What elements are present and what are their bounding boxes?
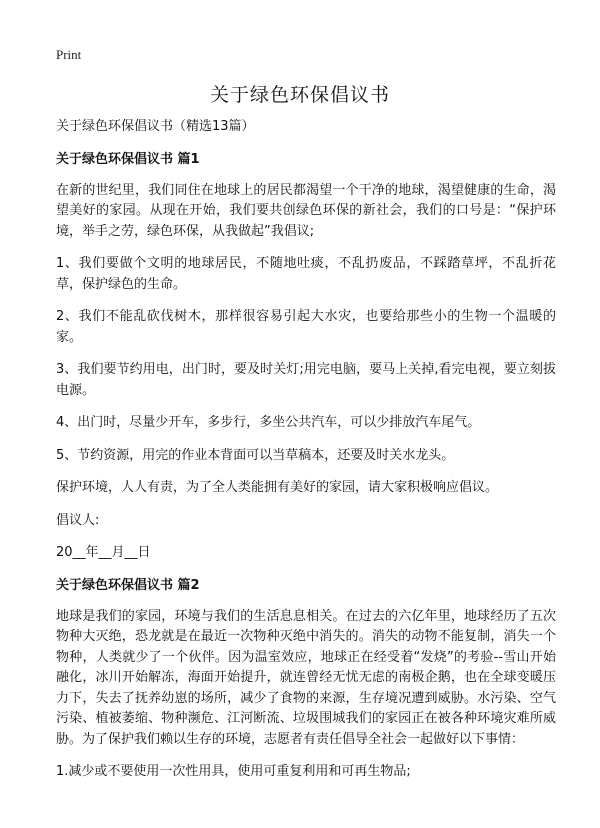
- paragraph: 保护环境，人人有责，为了全人类能拥有美好的家园，请大家积极响应倡议。: [56, 480, 499, 495]
- date-line: 20__年__月__日: [56, 545, 151, 560]
- paragraph: 1.减少或不要使用一次性用具，使用可重复利用和可再生物品;: [56, 764, 411, 779]
- paragraph: 2、我们不能乱砍伐树木，那样很容易引起大水灾，也要给那些小的生物一个温暖的家。: [56, 309, 556, 345]
- paragraph: 地球是我们的家园，环境与我们的生活息息相关。在过去的六亿年里，地球经历了五次物种大灭绝，恐龙就是在最近一次物种灭绝中消失的。消失的动物不能复制，消失一个物种，人类就少了一个伙伴。因为温室效应，地球正在经受着“发烧”的考验--雪山开始融化，冰川开始解冻，海面开始提升，就连曾经无忧无虑的南极企鹅，也在全球变暖压力下，失去了抚养幼崽的场所，减少了食物的来源，生存境况遭到威胁。水污染、空气污染、植被萎缩、物种濒危、江河断流、垃圾围城我们的家园正在被各种环境灾难所威胁。为了保护我们赖以生存的环境，志愿者有责任倡导全社会一起做好以下事情：: [56, 608, 556, 747]
- section-heading-1: 关于绿色环保倡议书 篇1: [56, 151, 200, 167]
- section-heading-2: 关于绿色环保倡议书 篇2: [56, 577, 200, 593]
- document-title: 关于绿色环保倡议书: [209, 84, 390, 106]
- paragraph: 1、我们要做个文明的地球居民，不随地吐痰，不乱扔废品，不踩踏草坪，不乱折花草，保护绿色的生命。: [56, 256, 556, 292]
- print-link[interactable]: Print: [56, 47, 82, 62]
- paragraph: 5、节约资源，用完的作业本背面可以当草稿本，还要及时关水龙头。: [56, 447, 455, 463]
- paragraph: 3、我们要节约用电，出门时，要及时关灯;用完电脑，要马上关掉,看完电视，要立刻拔电源。: [56, 362, 556, 398]
- paragraph: 在新的世纪里，我们同住在地球上的居民都渴望一个干净的地球，渴望健康的生命，渴望美好的家园。从现在开始，我们要共创绿色环保的新社会，我们的口号是：“保护环境，举手之劳，绿色环保，从我做起”我倡议;: [56, 182, 556, 239]
- paragraph: 4、出门时，尽量少开车，多步行，多坐公共汽车，可以少排放汽车尾气。: [56, 415, 481, 430]
- document-subtitle: 关于绿色环保倡议书（精选13篇）: [56, 119, 255, 134]
- document-content: [56, 117, 556, 795]
- signature-line: 倡议人:: [56, 512, 100, 528]
